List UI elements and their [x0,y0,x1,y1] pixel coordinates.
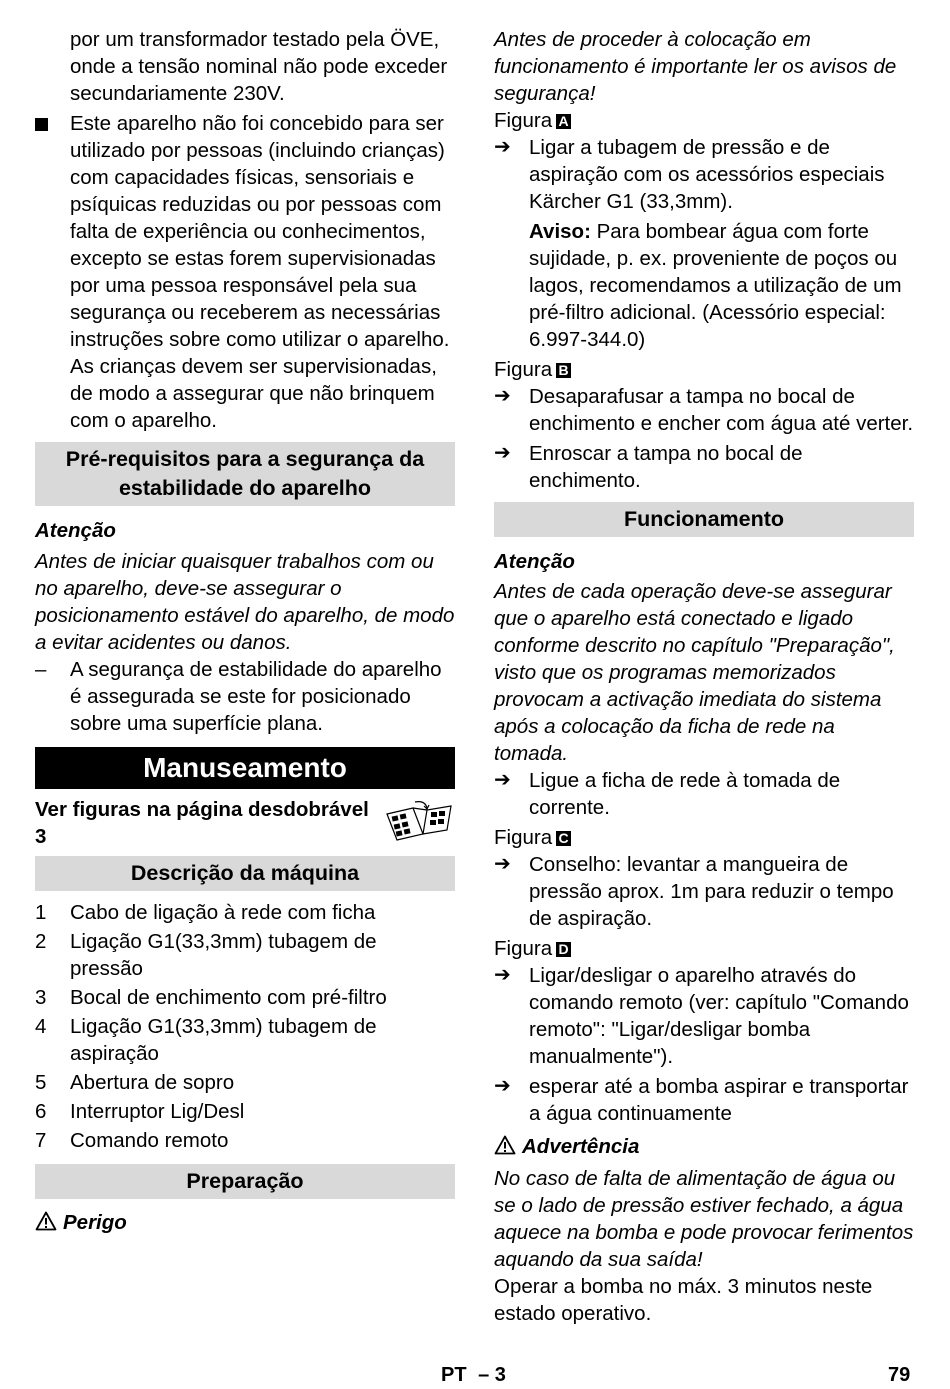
step-text: esperar até a bomba aspirar e transportar a água continuamente [529,1075,909,1125]
step-item [494,1073,914,1127]
figures-ref-text: Ver figuras na página desdobrável 3 [35,798,369,848]
machine-description-heading: Descrição da máquina [35,856,455,891]
arrow-right-icon: ➔ [494,442,511,464]
left-column [35,26,455,1238]
list-item-text: Cabo de ligação à rede com ficha [70,901,376,924]
list-item [35,1013,455,1067]
danger-notice [35,1209,455,1238]
bullet-text: Este aparelho não foi concebido para ser utilizado por pessoas (incluindo crianças) com capacidades físicas, sensoriais e psíquicas reduzidas ou por pessoas com falta de experiência ou conhecimentos, excepto se estas forem supervisionadas por uma pessoa responsável pela sua segurança ou receberem as necessárias instruções sobre como utilizar o aparelho. As crianças devem ser supervisionadas, de modo a assegurar que não brinquem com o aparelho. [70,112,450,432]
figure-a-ref [494,107,914,134]
list-item-number: 3 [35,986,47,1009]
dash-text: A segurança de estabilidade do aparelho é assegurada se este for posicionado sobre uma superfície plana. [70,658,442,735]
footer-page-number: 79 [888,1364,911,1386]
attention-label: Atenção [35,519,116,542]
arrow-right-icon: ➔ [494,769,511,791]
bullet-square-icon [35,110,65,138]
stability-heading: Pré-requisitos para a segurança da estabilidade do aparelho [35,442,455,506]
aviso-note [494,218,914,353]
arrow-right-icon: ➔ [494,136,511,158]
preparation-heading: Preparação [35,1164,455,1199]
intro-continuation: por um transformador testado pela ÖVE, onde a tensão nominal não pode exceder secundariamente 230V. [70,28,448,105]
step-item [494,440,914,494]
prep-warning-text: Antes de proceder à colocação em funcionamento é importante ler os avisos de segurança! [494,28,897,105]
list-item [35,1069,455,1096]
list-item-text: Comando remoto [70,1129,229,1152]
step-item [494,383,914,437]
list-item-text: Interruptor Lig/Desl [70,1100,245,1123]
figure-letter-c: C [556,831,571,846]
figure-d-ref [494,935,914,962]
attention-label: Atenção [494,550,575,573]
figure-letter-a: A [556,114,571,129]
figure-c-ref [494,824,914,851]
operation-heading: Funcionamento [494,502,914,537]
list-item [35,1098,455,1125]
parts-list [35,899,455,1154]
foldout-book-icon [383,800,455,851]
list-item [35,899,455,926]
step-item [494,962,914,1070]
figure-letter-b: B [556,363,571,378]
step-item [494,134,914,215]
step-item [494,767,914,821]
arrow-right-icon: ➔ [494,853,511,875]
warning-label: Advertência [522,1135,640,1158]
step-text: Desaparafusar a tampa no bocal de enchimento e encher com água até verter. [529,385,914,435]
step-text: Ligar a tubagem de pressão e de aspiração com os acessórios especiais Kärcher G1 (33,3mm). [529,136,885,213]
list-item-text: Ligação G1(33,3mm) tubagem de aspiração [70,1015,377,1065]
figure-b-ref [494,356,914,383]
step-text: Ligar/desligar o aparelho através do comando remoto (ver: capítulo "Comando remoto": "Ligar/desligar bomba manualmente"). [529,964,909,1068]
list-item-number: 1 [35,901,47,924]
warning-notice [494,1133,914,1162]
list-item-number: 2 [35,930,47,953]
figure-label: Figura [494,826,553,849]
arrow-right-icon: ➔ [494,964,511,986]
attention-text: Antes de iniciar quaisquer trabalhos com ou no aparelho, deve-se assegurar o posicionamento estável do aparelho, de modo a evitar acidentes ou danos. [35,550,455,654]
footer-lang: PT [441,1364,467,1386]
list-item [35,1127,455,1154]
list-item-number: 4 [35,1015,47,1038]
dash-item [35,656,455,737]
right-column [494,26,914,1327]
figure-label: Figura [494,937,553,960]
footer-section-page: – 3 [478,1364,506,1386]
aviso-text: Para bombear água com forte sujidade, p. ex. proveniente de poços ou lagos, recomendamos a utilização de um pré-filtro adicional. (Acessório especial: 6.997-344.0) [529,220,902,351]
warning-triangle-icon [35,1211,57,1238]
figure-label: Figura [494,109,553,132]
warning-triangle-icon [494,1135,516,1162]
list-item-number: 7 [35,1129,47,1152]
dash-marker: – [35,658,47,681]
list-item-text: Bocal de enchimento com pré-filtro [70,986,387,1009]
list-item [35,928,455,982]
list-item-number: 5 [35,1071,47,1094]
list-item [35,984,455,1011]
final-text: Operar a bomba no máx. 3 minutos neste estado operativo. [494,1275,873,1325]
figure-label: Figura [494,358,553,381]
arrow-right-icon: ➔ [494,385,511,407]
arrow-right-icon: ➔ [494,1075,511,1097]
step-text: Enroscar a tampa no bocal de enchimento. [529,442,803,492]
step-text: Ligue a ficha de rede à tomada de corrente. [529,769,841,819]
main-heading: Manuseamento [35,747,455,789]
list-item-text: Ligação G1(33,3mm) tubagem de pressão [70,930,377,980]
danger-label: Perigo [63,1211,127,1234]
step-item [494,851,914,932]
aviso-label: Aviso: [529,220,591,243]
bullet-item [35,110,455,434]
list-item-text: Abertura de sopro [70,1071,235,1094]
figure-letter-d: D [556,942,571,957]
figures-reference [35,796,455,850]
attention-text: Antes de cada operação deve-se assegurar que o aparelho está conectado e ligado conforme descrito no capítulo "Preparação", visto que os programas memorizados provocam a activação imediata do sistema após a colocação da ficha de rede na tomada. [494,580,895,765]
list-item-number: 6 [35,1100,47,1123]
warning-text: No caso de falta de alimentação de água ou se o lado de pressão estiver fechado, a água aquece na bomba e pode provocar ferimentos aquando da sua saída! [494,1167,914,1271]
step-text: Conselho: levantar a mangueira de pressão aprox. 1m para reduzir o tempo de aspiração. [529,853,894,930]
